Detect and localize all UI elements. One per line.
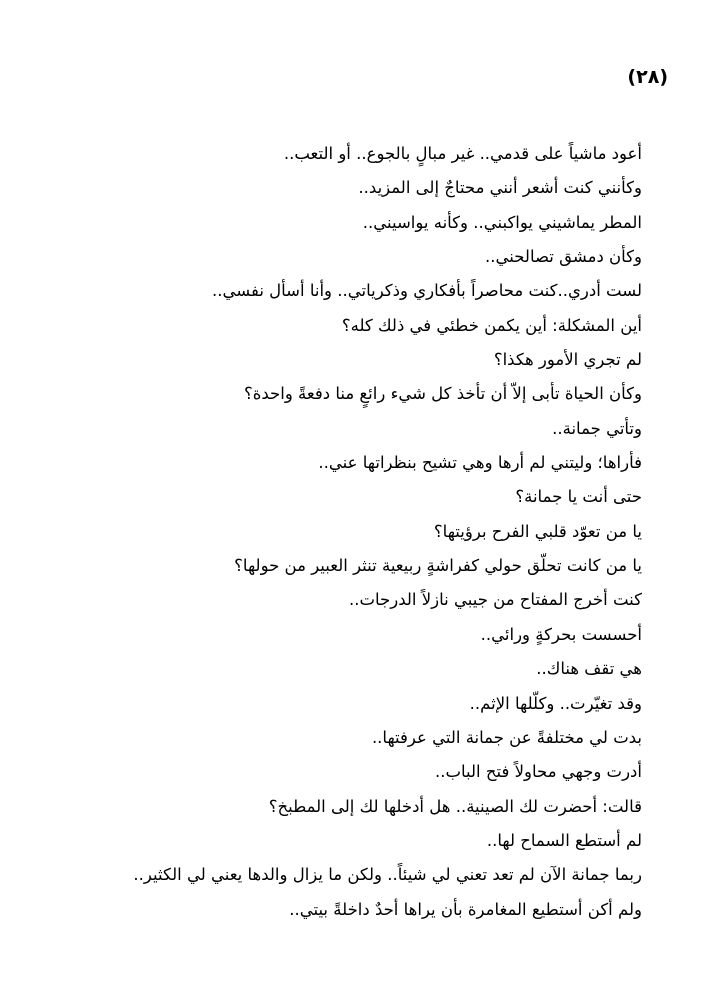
text-line: ولم أكن أستطيع المغامرة بأن يراها أحدٌ داخلةً بيتي.. bbox=[289, 899, 642, 919]
page-number: (٢٨) bbox=[627, 66, 668, 88]
text-line: هي تقف هناك.. bbox=[536, 659, 642, 679]
text-line: لم أستطع السماح لها.. bbox=[486, 830, 642, 850]
text-line: كنت أخرج المفتاح من جيبي نازلاً الدرجات.. bbox=[349, 590, 642, 610]
text-line: وكأنني كنت أشعر أنني محتاجٌ إلى المزيد.. bbox=[358, 178, 642, 198]
text-line: وكأن دمشق تصالحني.. bbox=[485, 247, 642, 267]
text-line: لست أدري..كنت محاصراً بأفكاري وذكرياتي.. وأنا أسأل نفسي.. bbox=[212, 281, 642, 301]
text-line: يا من كانت تحلّق حولي كفراشةٍ ربيعية تنثر العبير من حولها؟ bbox=[234, 556, 642, 576]
text-line: يا من تعوّد قلبي الفرح برؤيتها؟ bbox=[433, 521, 642, 541]
text-line: لم تجري الأمور هكذا؟ bbox=[493, 350, 642, 370]
text-line: وتأتي جمانة.. bbox=[552, 418, 642, 438]
text-line: قالت: أحضرت لك الصينية.. هل أدخلها لك إلى المطبخ؟ bbox=[268, 796, 642, 816]
text-line: حتى أنت يا جمانة؟ bbox=[515, 487, 642, 507]
text-line: أين المشكلة: أين يكمن خطئي في ذلك كله؟ bbox=[341, 315, 642, 335]
text-line: أعود ماشياً على قدمي.. غير مبالٍ بالجوع.. أو التعب.. bbox=[283, 144, 642, 163]
text-line: المطر يماشيني يواكبني.. وكأنه يواسيني.. bbox=[362, 212, 642, 232]
body-text bbox=[82, 137, 642, 927]
text-line: أدرت وجهي محاولاً فتح الباب.. bbox=[435, 762, 642, 782]
text-line: أحسست بحركةٍ ورائي.. bbox=[480, 624, 642, 644]
text-line: وقد تغيّرت.. وكلّلها الإثم.. bbox=[469, 693, 642, 713]
text-line: وكأن الحياة تأبى إلاّ أن تأخذ كل شيء رائعٍ منا دفعةً واحدة؟ bbox=[243, 384, 642, 404]
text-line: فأراها؛ وليتني لم أرها وهي تشيح بنظراتها عني.. bbox=[318, 453, 642, 473]
text-line: ربما جمانة الآن لم تعد تعني لي شيئاً.. ولكن ما يزال والدها يعني لي الكثير.. bbox=[133, 865, 642, 885]
text-line: بدت لي مختلفةً عن جمانة التي عرفتها.. bbox=[371, 727, 642, 747]
